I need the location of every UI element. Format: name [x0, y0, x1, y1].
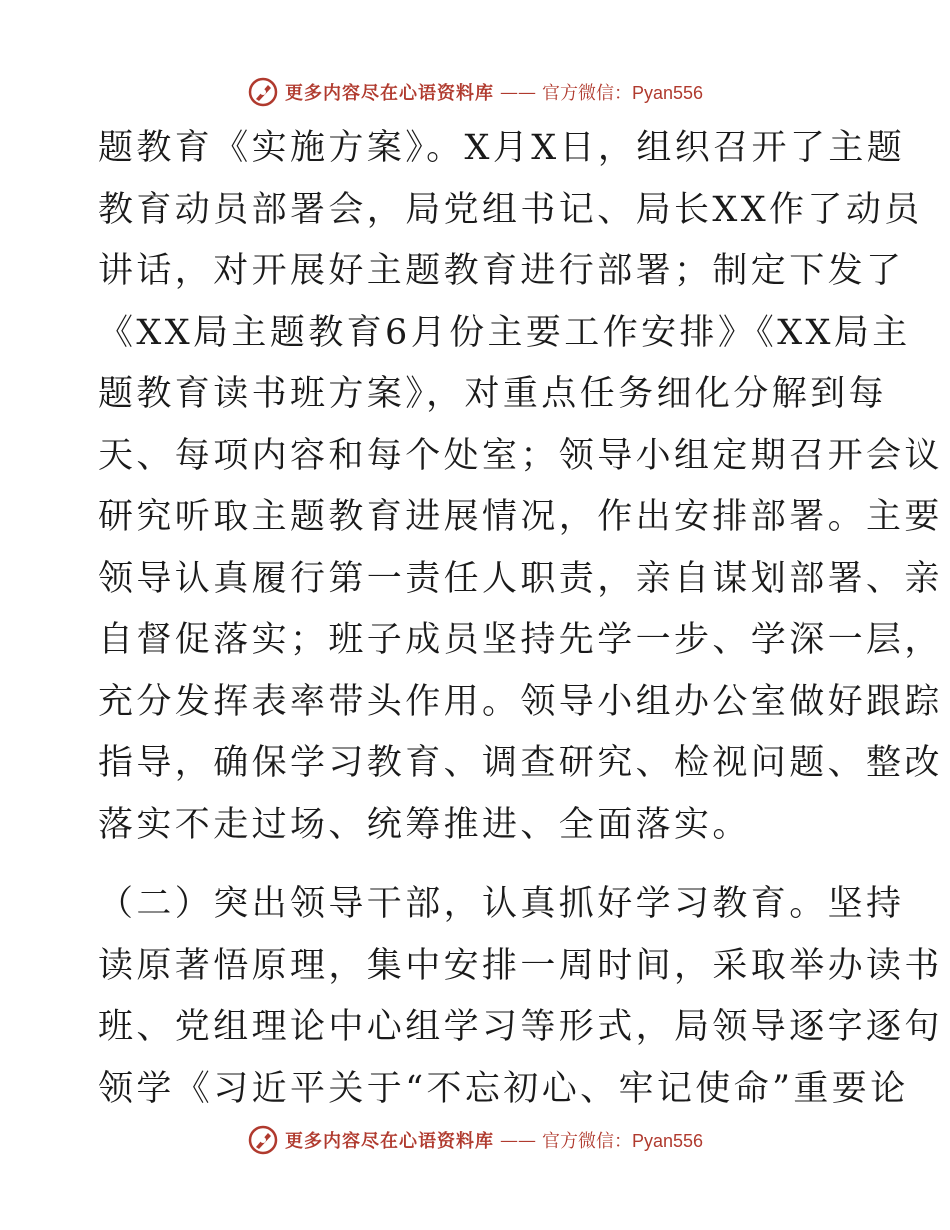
text-line: 天、每项内容和每个处室；领导小组定期召开会议 [98, 435, 943, 476]
text-line: 充分发挥表率带头作用。领导小组办公室做好跟踪 [98, 681, 943, 722]
watermark-brand: 更多内容尽在心语资料库 [284, 1131, 494, 1152]
text-line: 读原著悟原理，集中安排一周时间，采取举办读书 [98, 945, 943, 986]
text-line: （二）突出领导干部，认真抓好学习教育。坚持 [98, 884, 905, 924]
quill-logo-icon [247, 1124, 279, 1156]
text-line: 班、党组理论中心组学习等形式，局领导逐字逐句 [98, 1007, 943, 1047]
text-line: 研究听取主题教育进展情况，作出安排部署。主要 [98, 497, 943, 537]
text-line: 教育动员部署会，局党组书记、局长XX作了动员 [98, 189, 923, 230]
watermark-wechat: 官方微信：Pyan556 [541, 83, 704, 103]
text-line: 题教育《实施方案》。X月X日，组织召开了主题 [98, 128, 906, 168]
watermark-separator: —— [499, 81, 536, 103]
watermark-wechat: 官方微信：Pyan556 [541, 1131, 704, 1151]
paragraph [98, 118, 943, 856]
quill-logo-icon [247, 76, 279, 108]
paragraph [98, 874, 943, 1120]
text-line: 自督促落实；班子成员坚持先学一步、学深一层， [98, 620, 943, 660]
document-body [98, 118, 943, 1120]
header-watermark [0, 72, 950, 112]
text-line: 领学《习近平关于“不忘初心、牢记使命”重要论 [98, 1068, 909, 1109]
footer-watermark [0, 1120, 950, 1160]
text-line: 落实不走过场、统筹推进、全面落实。 [98, 804, 751, 845]
paragraph-gap [98, 856, 858, 874]
text-line: 指导，确保学习教育、调查研究、检视问题、整改 [98, 743, 943, 783]
watermark-separator: —— [499, 1129, 536, 1151]
text-line: 讲话，对开展好主题教育进行部署；制定下发了 [98, 251, 905, 291]
text-line: 《XX局主题教育6月份主要工作安排》《XX局主 [98, 312, 911, 353]
text-line: 领导认真履行第一责任人职责，亲自谋划部署、亲 [98, 558, 943, 599]
text-line: 题教育读书班方案》，对重点任务细化分解到每 [98, 374, 887, 414]
watermark-brand: 更多内容尽在心语资料库 [284, 83, 494, 104]
